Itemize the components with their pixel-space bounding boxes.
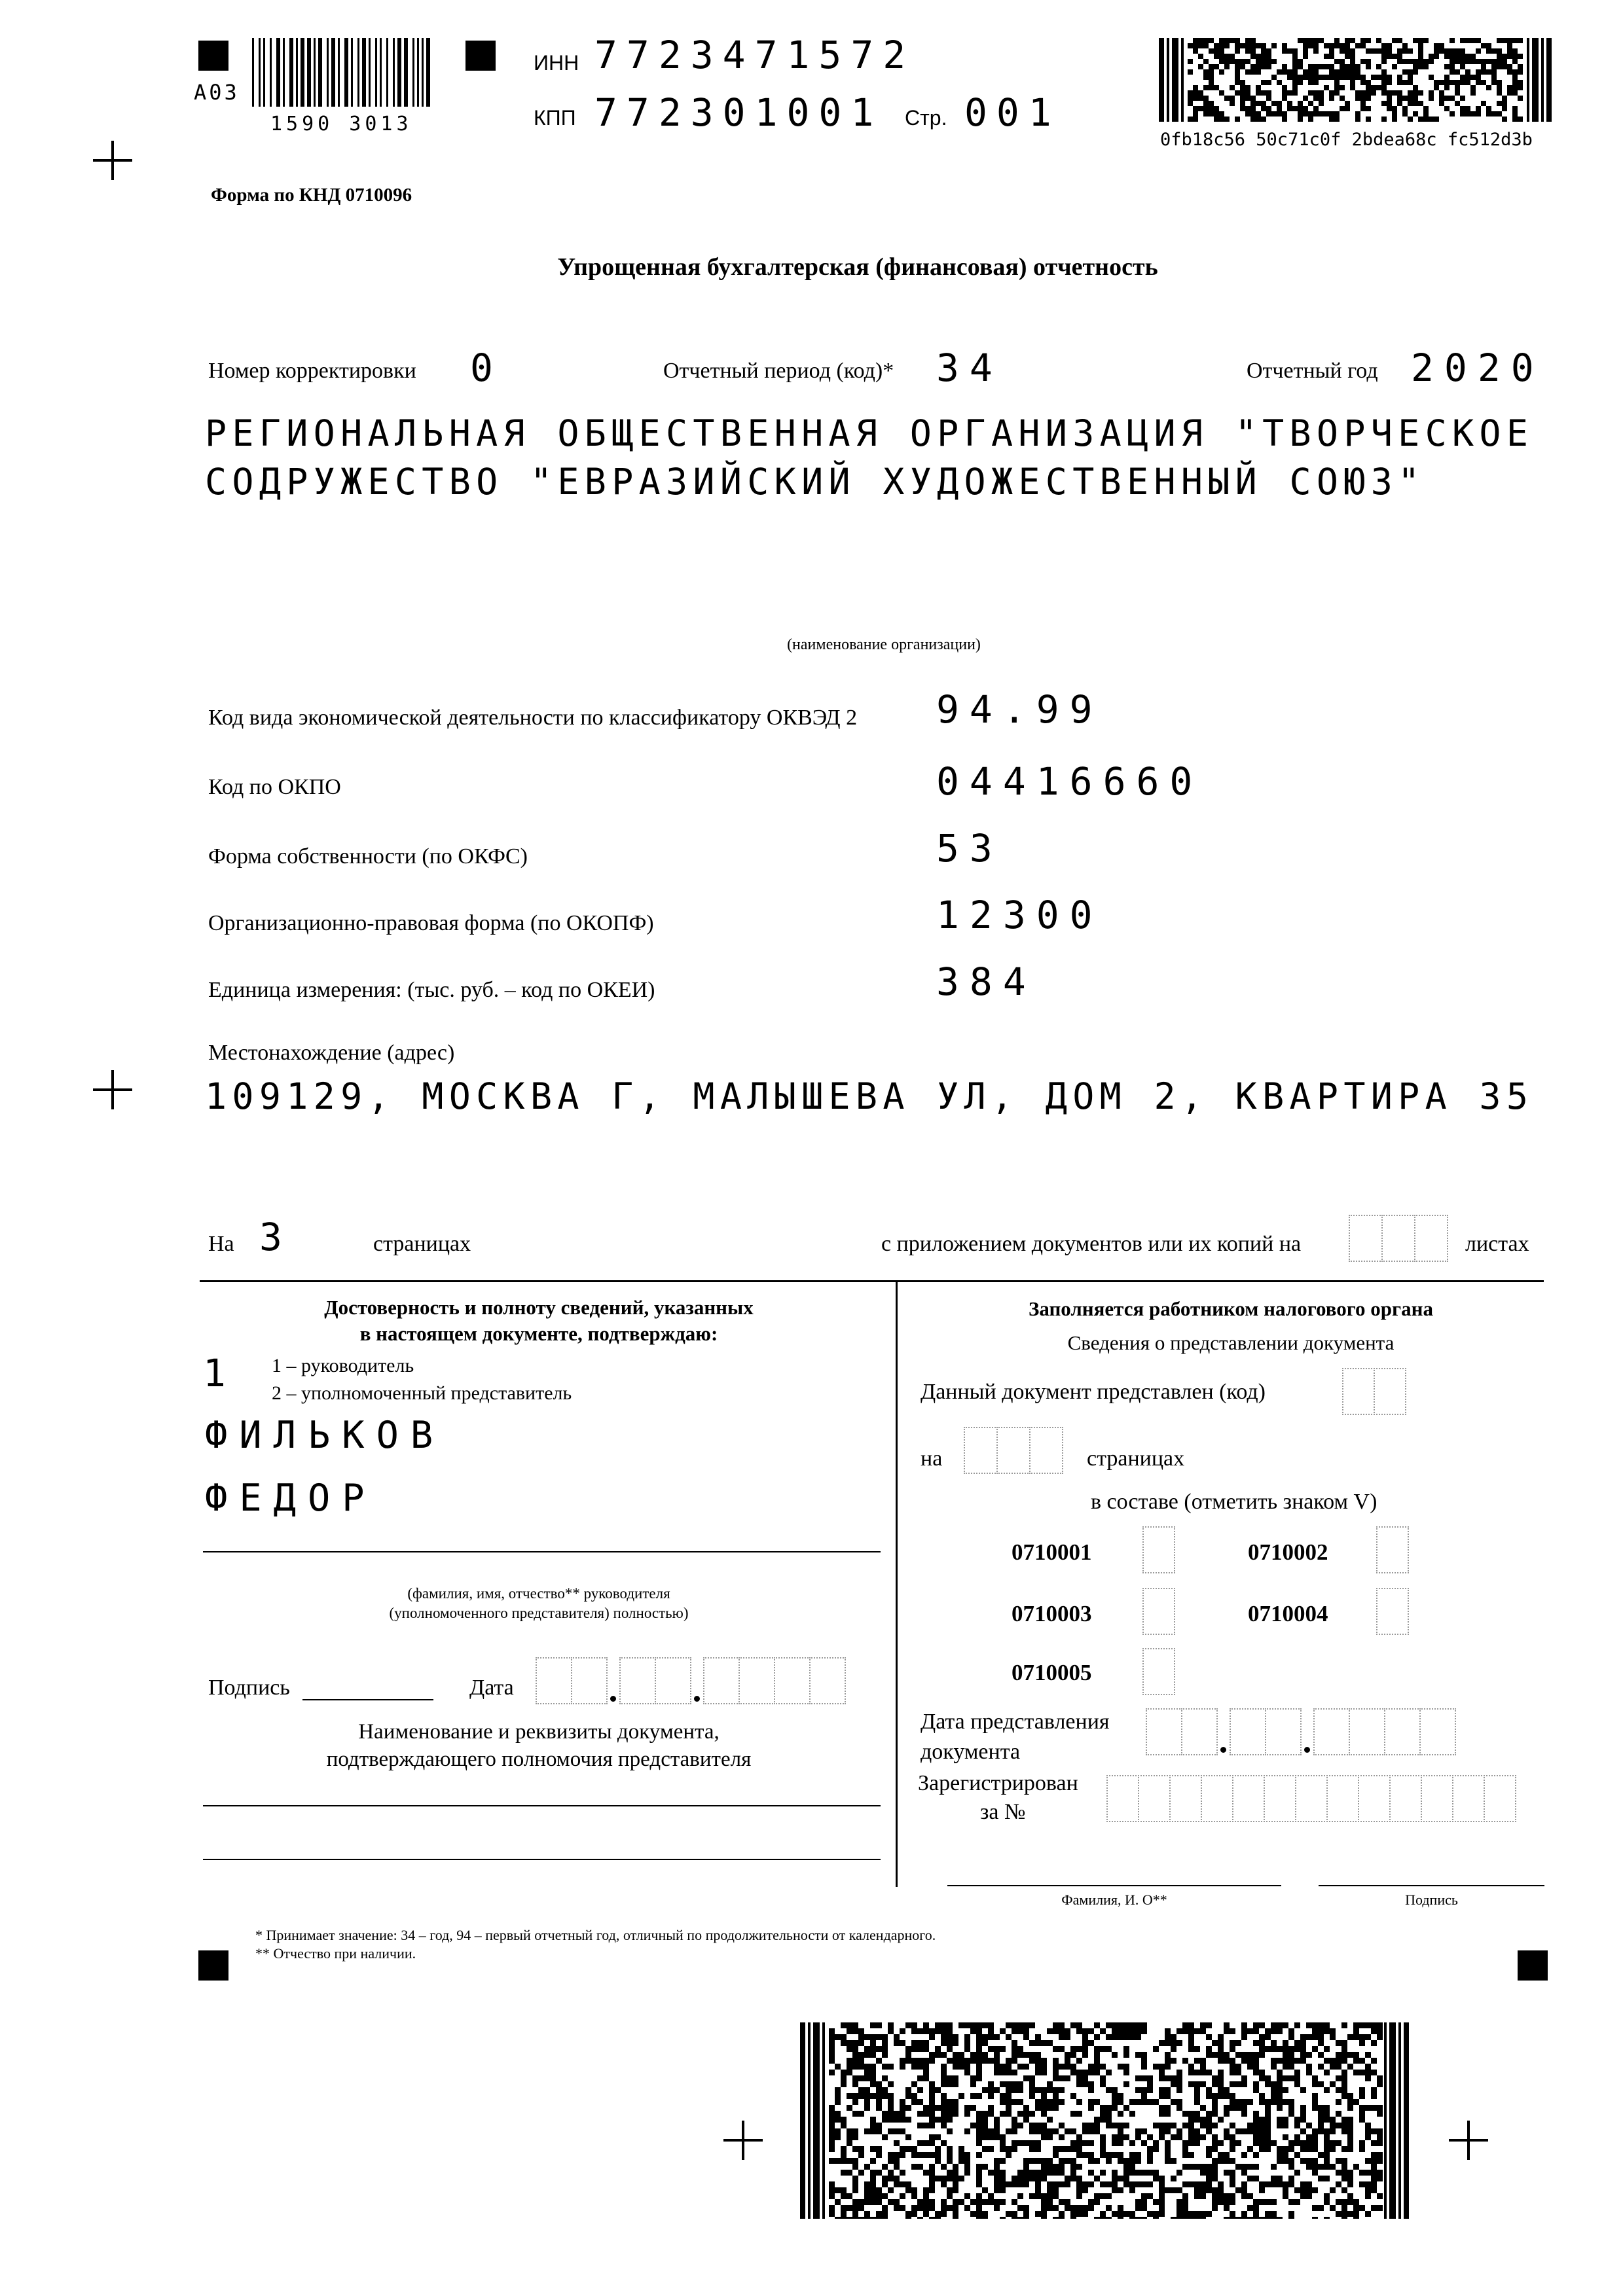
section-divider-top	[200, 1280, 1544, 1282]
pages-label: страницах	[373, 1232, 471, 1256]
corner-marker-bottom-right	[1518, 1950, 1548, 1981]
registered-label-line1: Зарегистрирован	[918, 1771, 1078, 1795]
organization-name-caption: (наименование организации)	[787, 636, 981, 653]
year-label: Отчетный год	[1247, 359, 1378, 383]
inn-value: 7723471572	[594, 33, 915, 77]
okopf-label: Организационно-правовая форма (по ОКОПФ)	[208, 911, 654, 935]
form-code: Форма по КНД 0710096	[211, 185, 412, 206]
page-label: Стр.	[905, 106, 947, 130]
submission-date-label-line1: Дата представления	[921, 1710, 1110, 1734]
confirmation-heading-line2: в настоящем документе, подтверждаю:	[359, 1322, 718, 1345]
okfs-label: Форма собственности (по ОКФС)	[208, 844, 528, 869]
form-code-0710003: 0710003	[1012, 1601, 1092, 1626]
address-value: 109129, МОСКВА Г, МАЛЫШЕВА УЛ, ДОМ 2, КВАРТИРА 35	[205, 1075, 1534, 1117]
checkbox-0710003[interactable]	[1142, 1588, 1174, 1635]
representative-doc-heading-line2: подтверждающего полномочия представителя	[326, 1748, 752, 1771]
signer-date-cells[interactable]	[536, 1657, 845, 1704]
year-value: 2020	[1411, 346, 1544, 390]
corner-marker-top-left	[198, 41, 228, 71]
registration-cross-bottom-left	[723, 2121, 763, 2160]
form-code-0710005: 0710005	[1012, 1660, 1092, 1685]
right-pages-cells[interactable]	[964, 1427, 1062, 1474]
representative-doc-line2[interactable]	[203, 1859, 881, 1860]
submission-date-label-line2: документа	[921, 1740, 1021, 1764]
attachment-sheets-cells[interactable]	[1349, 1215, 1447, 1262]
registered-label-line2: за №	[980, 1800, 1026, 1824]
representative-doc-line1[interactable]	[203, 1805, 881, 1806]
tax-authority-heading: Заполняется работником налогового органа	[1028, 1297, 1433, 1320]
datamatrix-top-right	[1159, 38, 1552, 122]
form-code-0710002: 0710002	[1248, 1539, 1328, 1565]
organization-name-line1: РЕГИОНАЛЬНАЯ ОБЩЕСТВЕННАЯ ОРГАНИЗАЦИЯ "ТВОРЧЕСКОЕ	[205, 412, 1534, 454]
footnote-period: * Принимает значение: 34 – год, 94 – первый отчетный год, отличный по продолжительности от календарного.	[255, 1927, 936, 1943]
kpp-label: КПП	[534, 106, 576, 130]
inspector-fio-line[interactable]	[947, 1885, 1281, 1886]
registration-cross-top	[93, 141, 132, 180]
checkbox-0710002[interactable]	[1376, 1526, 1408, 1573]
form-code-0710001: 0710001	[1012, 1539, 1092, 1565]
okfs-value: 53	[936, 826, 1003, 870]
correction-label: Номер корректировки	[208, 359, 416, 383]
representative-doc-heading-line1: Наименование и реквизиты документа,	[358, 1720, 720, 1744]
signer-firstname: ФЕДОР	[205, 1477, 376, 1520]
kpp-value: 772301001	[594, 90, 883, 135]
okei-value: 384	[936, 960, 1036, 1004]
okved-label: Код вида экономической деятельности по классификатору ОКВЭД 2	[208, 706, 858, 730]
period-value: 34	[936, 346, 1003, 390]
page-value: 001	[964, 90, 1061, 135]
composition-label: в составе (отметить знаком V)	[1091, 1490, 1377, 1514]
fio-caption-line1: (фамилия, имя, отчество** руководителя	[407, 1585, 670, 1602]
signer-surname: ФИЛЬКОВ	[205, 1414, 445, 1457]
checkbox-0710004[interactable]	[1376, 1588, 1408, 1635]
fio-underline	[203, 1551, 881, 1552]
period-label: Отчетный период (код)*	[663, 359, 894, 383]
okpo-value: 04416660	[936, 759, 1203, 804]
date-label: Дата	[469, 1676, 514, 1700]
pages-on-label: На	[208, 1232, 234, 1256]
form-code-0710004: 0710004	[1248, 1601, 1328, 1626]
barcode-code: A03	[194, 80, 240, 105]
inspector-signature-line[interactable]	[1319, 1885, 1544, 1886]
checkbox-0710001[interactable]	[1142, 1526, 1174, 1573]
okpo-label: Код по ОКПО	[208, 775, 341, 799]
submission-date-cells[interactable]	[1146, 1708, 1455, 1755]
okopf-value: 12300	[936, 893, 1103, 937]
right-pages-on-label: на	[921, 1446, 943, 1471]
corner-marker-top-mid	[465, 41, 496, 71]
presented-code-label: Данный документ представлен (код)	[921, 1380, 1266, 1404]
corner-marker-bottom-left	[198, 1950, 228, 1981]
pages-count: 3	[259, 1215, 293, 1259]
document-title: Упрощенная бухгалтерская (финансовая) отчетность	[557, 253, 1158, 281]
signer-option-head: 1 – руководитель	[272, 1355, 414, 1376]
okei-label: Единица измерения: (тыс. руб. – код по ОКЕИ)	[208, 978, 655, 1002]
inspector-fio-caption: Фамилия, И. О**	[1061, 1892, 1167, 1908]
section-divider-vertical	[896, 1280, 898, 1887]
fio-caption-line2: (уполномоченного представителя) полностью)	[389, 1605, 689, 1621]
confirmation-heading-line1: Достоверность и полноту сведений, указанных	[324, 1296, 754, 1319]
address-label: Местонахождение (адрес)	[208, 1041, 455, 1065]
barcode-top-left	[252, 38, 432, 113]
sheets-label: листах	[1465, 1232, 1529, 1256]
signature-line[interactable]	[302, 1699, 433, 1700]
right-pages-label: страницах	[1087, 1446, 1185, 1471]
hash-code: 0fb18c56 50c71c0f 2bdea68c fc512d3b	[1160, 130, 1533, 150]
submission-info-heading: Сведения о представлении документа	[1067, 1331, 1395, 1354]
okved-value: 94.99	[936, 687, 1103, 732]
presented-code-cells[interactable]	[1342, 1368, 1405, 1415]
registration-cross-bottom-right	[1449, 2121, 1488, 2160]
registration-cross-middle	[93, 1070, 132, 1109]
datamatrix-bottom	[800, 2022, 1409, 2219]
organization-name-line2: СОДРУЖЕСТВО "ЕВРАЗИЙСКИЙ ХУДОЖЕСТВЕННЫЙ СОЮЗ"	[205, 461, 1425, 503]
signer-code-value: 1	[203, 1351, 236, 1395]
registration-number-cells[interactable]	[1106, 1775, 1515, 1822]
signer-option-representative: 2 – уполномоченный представитель	[272, 1382, 572, 1404]
inn-label: ИНН	[534, 51, 579, 75]
barcode-number: 1590 3013	[270, 113, 412, 135]
footnote-patronymic: ** Отчество при наличии.	[255, 1945, 416, 1962]
attachments-label: с приложением документов или их копий на	[881, 1232, 1302, 1256]
signature-label: Подпись	[208, 1676, 290, 1700]
correction-value: 0	[470, 346, 503, 390]
inspector-signature-caption: Подпись	[1405, 1892, 1458, 1908]
checkbox-0710005[interactable]	[1142, 1648, 1174, 1695]
